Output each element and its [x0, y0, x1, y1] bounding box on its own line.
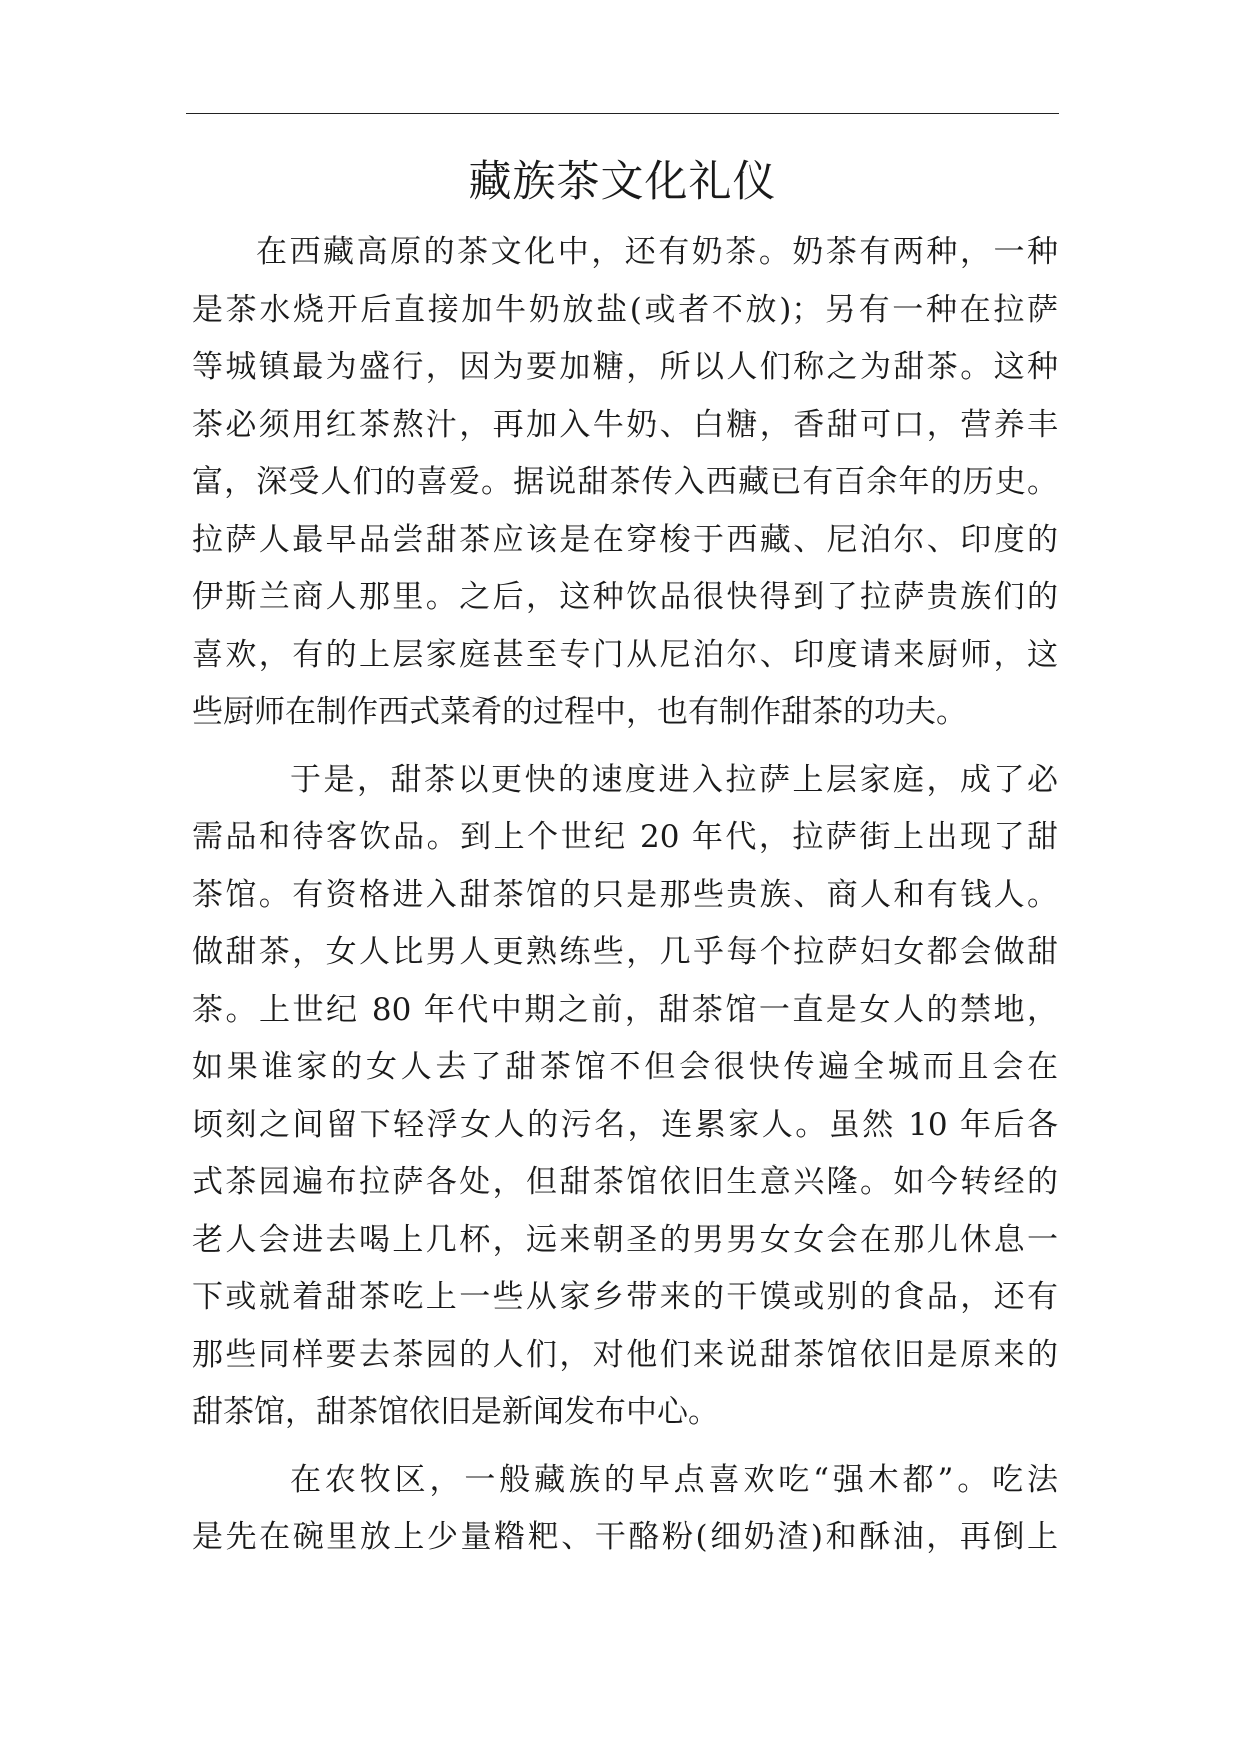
text-line: 茶必须用红茶熬汁，再加入牛奶、白糖，香甜可口，营养丰 [192, 406, 1058, 443]
header-rule [186, 113, 1059, 114]
text-line: 下或就着甜茶吃上一些从家乡带来的干馍或别的食品，还有 [192, 1279, 1058, 1315]
text-line: 如果谁家的女人去了甜茶馆不但会很快传遍全城而且会在 [192, 1049, 1058, 1085]
document-body [192, 224, 1058, 1567]
text-line: 在西藏高原的茶文化中，还有奶茶。奶茶有两种，一种 [256, 234, 1058, 270]
text-line: 等城镇最为盛行，因为要加糖，所以人们称之为甜茶。这种 [192, 349, 1058, 385]
paragraph [192, 224, 1058, 742]
paragraph [192, 1452, 1058, 1567]
text-line: 甜茶馆，甜茶馆依旧是新闻发布中心。 [192, 1394, 719, 1430]
page-title: 藏族茶文化礼仪 [468, 157, 777, 207]
text-line: 需品和待客饮品。到上个世纪 20 年代，拉萨街上出现了甜 [192, 819, 1058, 855]
text-line: 老人会进去喝上几杯，远来朝圣的男男女女会在那儿休息一 [192, 1221, 1058, 1258]
text-line: 富，深受人们的喜爱。据说甜茶传入西藏已有百余年的历史。 [192, 464, 1058, 500]
text-line: 那些同样要去茶园的人们，对他们来说甜茶馆依旧是原来的 [192, 1336, 1058, 1373]
text-line: 顷刻之间留下轻浮女人的污名，连累家人。虽然 10 年后各 [192, 1106, 1058, 1143]
text-line: 拉萨人最早品尝甜茶应该是在穿梭于西藏、尼泊尔、印度的 [192, 521, 1058, 558]
text-line: 伊斯兰商人那里。之后，这种饮品很快得到了拉萨贵族们的 [192, 579, 1058, 615]
text-line: 是茶水烧开后直接加牛奶放盐(或者不放)；另有一种在拉萨 [192, 291, 1058, 328]
text-line: 做甜茶，女人比男人更熟练些，几乎每个拉萨妇女都会做甜 [192, 934, 1058, 970]
text-line: 茶。上世纪 80 年代中期之前，甜茶馆一直是女人的禁地， [192, 991, 1058, 1028]
text-line: 些厨师在制作西式菜肴的过程中，也有制作甜茶的功夫。 [192, 694, 967, 730]
text-line: 茶馆。有资格进入甜茶馆的只是那些贵族、商人和有钱人。 [192, 876, 1058, 913]
text-line: 在农牧区，一般藏族的早点喜欢吃“强木都”。吃法 [290, 1461, 1058, 1498]
text-line: 是先在碗里放上少量糌粑、干酪粉(细奶渣)和酥油，再倒上 [192, 1519, 1058, 1555]
text-line: 于是，甜茶以更快的速度进入拉萨上层家庭，成了必 [290, 761, 1058, 798]
text-line: 式茶园遍布拉萨各处，但甜茶馆依旧生意兴隆。如今转经的 [192, 1164, 1058, 1200]
text-line: 喜欢，有的上层家庭甚至专门从尼泊尔、印度请来厨师，这 [192, 636, 1058, 673]
paragraph [192, 752, 1058, 1442]
